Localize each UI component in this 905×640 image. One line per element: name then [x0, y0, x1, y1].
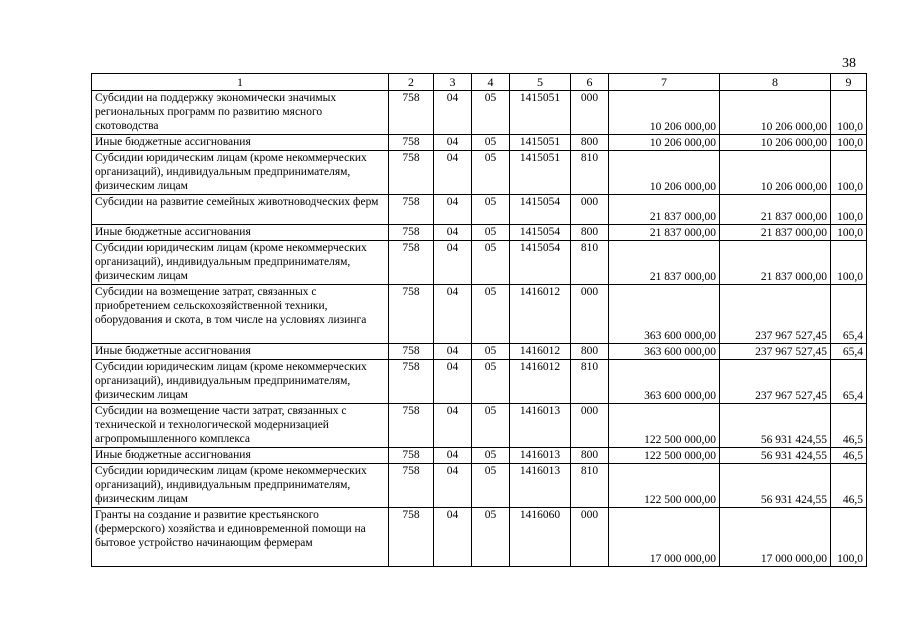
cell-executed-amount: 10 206 000,00: [720, 135, 831, 151]
cell-description: Иные бюджетные ассигнования: [92, 225, 389, 241]
cell-section: 04: [434, 195, 472, 225]
table-row: [92, 360, 867, 404]
cell-subsection: 05: [472, 151, 510, 195]
cell-description: Субсидии юридическим лицам (кроме некоммерческих организаций), индивидуальным предпринимателям, физическим лицам: [92, 151, 389, 195]
cell-target-article: 1416060: [510, 508, 571, 567]
cell-expense-type: 810: [571, 464, 609, 508]
cell-description: Иные бюджетные ассигнования: [92, 344, 389, 360]
cell-section: 04: [434, 241, 472, 285]
cell-description: Иные бюджетные ассигнования: [92, 448, 389, 464]
column-header-1: 1: [92, 74, 389, 91]
cell-ministry-code: 758: [389, 464, 434, 508]
cell-planned-amount: 10 206 000,00: [609, 135, 720, 151]
cell-target-article: 1415054: [510, 225, 571, 241]
column-header-9: 9: [831, 74, 867, 91]
cell-ministry-code: 758: [389, 404, 434, 448]
cell-target-article: 1416013: [510, 448, 571, 464]
cell-target-article: 1416012: [510, 285, 571, 344]
cell-executed-amount: 56 931 424,55: [720, 404, 831, 448]
cell-execution-percent: 46,5: [831, 464, 867, 508]
cell-executed-amount: 56 931 424,55: [720, 448, 831, 464]
cell-subsection: 05: [472, 285, 510, 344]
cell-planned-amount: 10 206 000,00: [609, 91, 720, 135]
cell-section: 04: [434, 360, 472, 404]
cell-executed-amount: 17 000 000,00: [720, 508, 831, 567]
cell-subsection: 05: [472, 225, 510, 241]
cell-subsection: 05: [472, 464, 510, 508]
cell-execution-percent: 100,0: [831, 225, 867, 241]
cell-execution-percent: 100,0: [831, 135, 867, 151]
column-header-2: 2: [389, 74, 434, 91]
cell-ministry-code: 758: [389, 91, 434, 135]
cell-target-article: 1415051: [510, 135, 571, 151]
cell-target-article: 1416013: [510, 404, 571, 448]
cell-subsection: 05: [472, 344, 510, 360]
cell-planned-amount: 363 600 000,00: [609, 285, 720, 344]
cell-execution-percent: 100,0: [831, 195, 867, 225]
cell-expense-type: 000: [571, 508, 609, 567]
cell-expense-type: 000: [571, 91, 609, 135]
cell-planned-amount: 21 837 000,00: [609, 195, 720, 225]
cell-section: 04: [434, 91, 472, 135]
cell-executed-amount: 237 967 527,45: [720, 360, 831, 404]
cell-subsection: 05: [472, 241, 510, 285]
cell-subsection: 05: [472, 91, 510, 135]
column-header-5: 5: [510, 74, 571, 91]
cell-section: 04: [434, 344, 472, 360]
cell-section: 04: [434, 285, 472, 344]
cell-subsection: 05: [472, 404, 510, 448]
cell-planned-amount: 122 500 000,00: [609, 448, 720, 464]
cell-expense-type: 800: [571, 344, 609, 360]
cell-expense-type: 810: [571, 241, 609, 285]
cell-description: Субсидии юридическим лицам (кроме некоммерческих организаций), индивидуальным предпринимателям, физическим лицам: [92, 241, 389, 285]
cell-description: Субсидии на развитие семейных животноводческих ферм: [92, 195, 389, 225]
table-row: [92, 135, 867, 151]
header-row: [92, 74, 867, 91]
table-row: [92, 225, 867, 241]
table-row: [92, 241, 867, 285]
cell-execution-percent: 100,0: [831, 151, 867, 195]
column-header-3: 3: [434, 74, 472, 91]
cell-target-article: 1416012: [510, 344, 571, 360]
cell-executed-amount: 21 837 000,00: [720, 241, 831, 285]
table-row: [92, 285, 867, 344]
cell-executed-amount: 10 206 000,00: [720, 151, 831, 195]
cell-planned-amount: 21 837 000,00: [609, 241, 720, 285]
cell-executed-amount: 10 206 000,00: [720, 91, 831, 135]
cell-section: 04: [434, 225, 472, 241]
cell-ministry-code: 758: [389, 241, 434, 285]
cell-ministry-code: 758: [389, 135, 434, 151]
cell-executed-amount: 237 967 527,45: [720, 344, 831, 360]
cell-section: 04: [434, 151, 472, 195]
column-header-6: 6: [571, 74, 609, 91]
table-row: [92, 508, 867, 567]
cell-expense-type: 000: [571, 404, 609, 448]
cell-planned-amount: 122 500 000,00: [609, 464, 720, 508]
cell-ministry-code: 758: [389, 151, 434, 195]
table-row: [92, 404, 867, 448]
cell-planned-amount: 10 206 000,00: [609, 151, 720, 195]
cell-expense-type: 800: [571, 225, 609, 241]
table-row: [92, 464, 867, 508]
cell-target-article: 1415054: [510, 195, 571, 225]
cell-target-article: 1415051: [510, 91, 571, 135]
cell-planned-amount: 21 837 000,00: [609, 225, 720, 241]
cell-subsection: 05: [472, 135, 510, 151]
cell-execution-percent: 65,4: [831, 344, 867, 360]
cell-execution-percent: 46,5: [831, 448, 867, 464]
column-header-4: 4: [472, 74, 510, 91]
cell-execution-percent: 100,0: [831, 91, 867, 135]
cell-ministry-code: 758: [389, 508, 434, 567]
budget-table: [91, 73, 867, 567]
cell-execution-percent: 100,0: [831, 241, 867, 285]
cell-ministry-code: 758: [389, 195, 434, 225]
cell-execution-percent: 65,4: [831, 360, 867, 404]
cell-target-article: 1415054: [510, 241, 571, 285]
cell-expense-type: 800: [571, 448, 609, 464]
cell-ministry-code: 758: [389, 285, 434, 344]
cell-execution-percent: 100,0: [831, 508, 867, 567]
cell-executed-amount: 56 931 424,55: [720, 464, 831, 508]
cell-planned-amount: 363 600 000,00: [609, 344, 720, 360]
cell-section: 04: [434, 464, 472, 508]
cell-expense-type: 810: [571, 360, 609, 404]
cell-execution-percent: 65,4: [831, 285, 867, 344]
cell-ministry-code: 758: [389, 360, 434, 404]
cell-subsection: 05: [472, 360, 510, 404]
cell-expense-type: 000: [571, 285, 609, 344]
cell-expense-type: 810: [571, 151, 609, 195]
cell-target-article: 1416012: [510, 360, 571, 404]
cell-planned-amount: 17 000 000,00: [609, 508, 720, 567]
cell-section: 04: [434, 508, 472, 567]
cell-section: 04: [434, 135, 472, 151]
cell-ministry-code: 758: [389, 448, 434, 464]
cell-description: Гранты на создание и развитие крестьянского (фермерского) хозяйства и единовременной помощи на бытовое устройство начинающим фермерам: [92, 508, 389, 567]
cell-execution-percent: 46,5: [831, 404, 867, 448]
cell-subsection: 05: [472, 508, 510, 567]
cell-ministry-code: 758: [389, 344, 434, 360]
cell-section: 04: [434, 404, 472, 448]
cell-description: Субсидии юридическим лицам (кроме некоммерческих организаций), индивидуальным предпринимателям, физическим лицам: [92, 360, 389, 404]
cell-description: Субсидии на возмещение затрат, связанных с приобретением сельскохозяйственной техники, оборудования и скота, в том числе на условиях лизинга: [92, 285, 389, 344]
table-row: [92, 344, 867, 360]
cell-description: Субсидии юридическим лицам (кроме некоммерческих организаций), индивидуальным предпринимателям, физическим лицам: [92, 464, 389, 508]
column-header-7: 7: [609, 74, 720, 91]
cell-section: 04: [434, 448, 472, 464]
table-row: [92, 151, 867, 195]
cell-executed-amount: 237 967 527,45: [720, 285, 831, 344]
cell-subsection: 05: [472, 448, 510, 464]
page-number: 38: [842, 56, 856, 71]
cell-planned-amount: 363 600 000,00: [609, 360, 720, 404]
table-row: [92, 448, 867, 464]
cell-subsection: 05: [472, 195, 510, 225]
cell-expense-type: 800: [571, 135, 609, 151]
table-body: [92, 91, 867, 567]
cell-target-article: 1416013: [510, 464, 571, 508]
cell-target-article: 1415051: [510, 151, 571, 195]
cell-executed-amount: 21 837 000,00: [720, 225, 831, 241]
table-row: [92, 195, 867, 225]
cell-executed-amount: 21 837 000,00: [720, 195, 831, 225]
cell-expense-type: 000: [571, 195, 609, 225]
cell-description: Субсидии на возмещение части затрат, связанных с технической и технологической модернизацией агропромышленного комплекса: [92, 404, 389, 448]
cell-description: Иные бюджетные ассигнования: [92, 135, 389, 151]
cell-ministry-code: 758: [389, 225, 434, 241]
cell-description: Субсидии на поддержку экономически значимых региональных программ по развитию мясного скотоводства: [92, 91, 389, 135]
column-header-8: 8: [720, 74, 831, 91]
table-row: [92, 91, 867, 135]
cell-planned-amount: 122 500 000,00: [609, 404, 720, 448]
